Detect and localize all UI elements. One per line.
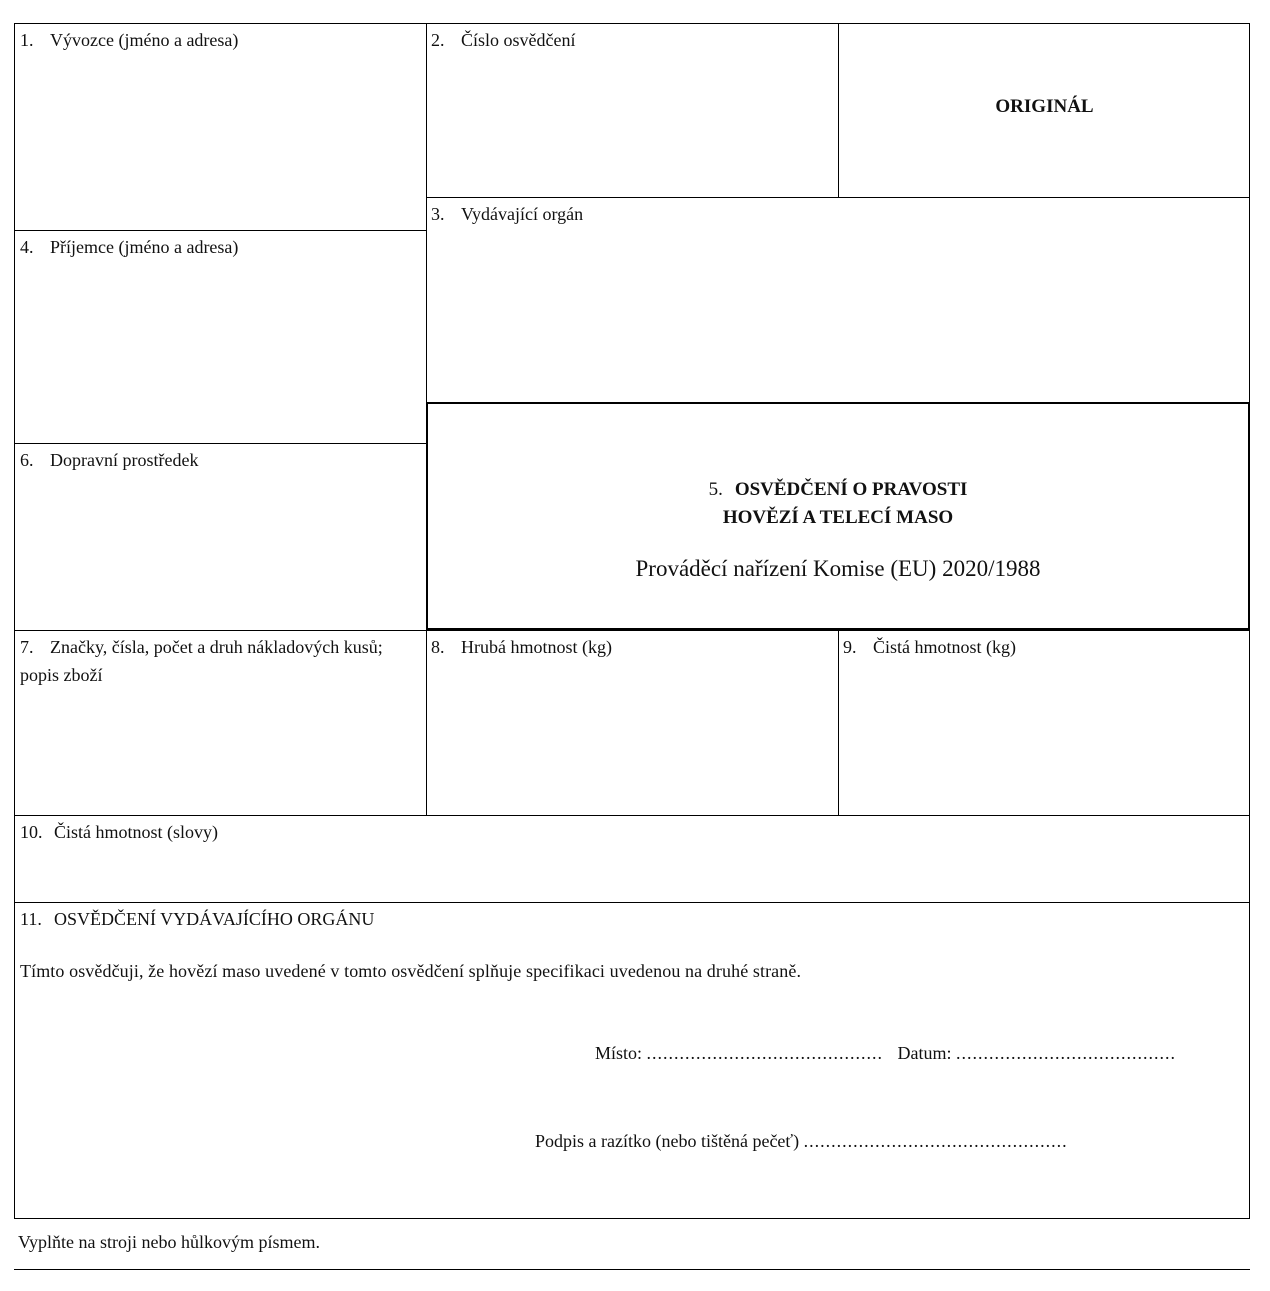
box-9-number: 9.	[843, 637, 857, 657]
date-label: Datum:	[897, 1043, 952, 1063]
box-7-marks-description[interactable]	[15, 630, 426, 815]
box-5-number: 5.	[708, 479, 723, 500]
box-6-number: 6.	[20, 450, 34, 470]
box-6-text: Dopravní prostředek	[50, 450, 199, 470]
box-9-text: Čistá hmotnost (kg)	[873, 637, 1016, 657]
original-title: ORIGINÁL	[995, 96, 1094, 117]
box-8-number: 8.	[431, 637, 445, 657]
signature-field[interactable]: ................................................	[803, 1131, 1068, 1151]
certification-statement: Tímto osvědčuji, že hovězí maso uvedené v tomto osvědčení splňuje specifikaci uvedenou na druhé straně.	[20, 961, 802, 981]
place-date-line	[595, 1043, 1176, 1064]
box-4-label	[20, 233, 238, 261]
date-field[interactable]: ........................................	[956, 1043, 1177, 1063]
place-field[interactable]: ...........................................	[646, 1043, 884, 1063]
box-6-transport[interactable]	[15, 443, 426, 630]
box-8-gross-weight[interactable]	[426, 630, 838, 815]
box-8-label	[431, 633, 612, 661]
box-8-text: Hrubá hmotnost (kg)	[461, 637, 612, 657]
box-9-net-weight[interactable]	[838, 630, 1250, 815]
box-3-number: 3.	[431, 204, 445, 224]
box-9-label	[843, 633, 1016, 661]
box-7-label	[20, 633, 420, 689]
box-4-text: Příjemce (jméno a adresa)	[50, 237, 239, 257]
box-4-consignee[interactable]	[15, 230, 426, 443]
box-7-number: 7.	[20, 637, 34, 657]
box-1-number: 1.	[20, 30, 34, 50]
box-10-text: Čistá hmotnost (slovy)	[54, 822, 219, 842]
box-2-certificate-number[interactable]	[426, 24, 838, 197]
original-box	[838, 24, 1250, 197]
box-7-text: Značky, čísla, počet a druh nákladových kusů; popis zboží	[20, 637, 383, 685]
certificate-form	[14, 23, 1250, 1219]
box-2-text: Číslo osvědčení	[461, 30, 576, 50]
box-5-title-line-2: HOVĚZÍ A TELECÍ MASO	[722, 507, 954, 528]
box-1-label	[20, 26, 238, 54]
box-1-exporter[interactable]	[15, 24, 426, 230]
signature-label: Podpis a razítko (nebo tištěná pečeť)	[535, 1131, 800, 1151]
box-5-certificate-title	[426, 402, 1250, 630]
place-label: Místo:	[595, 1043, 643, 1063]
box-10-number: 10.	[20, 822, 43, 842]
box-10-net-weight-words[interactable]	[15, 815, 1250, 902]
box-3-text: Vydávající orgán	[461, 204, 584, 224]
box-11-text: OSVĚDČENÍ VYDÁVAJÍCÍHO ORGÁNU	[54, 909, 375, 929]
box-1-text: Vývozce (jméno a adresa)	[50, 30, 239, 50]
box-5-title-line-1: OSVĚDČENÍ O PRAVOSTI	[734, 479, 968, 500]
box-2-label	[431, 26, 576, 54]
box-3-issuing-authority[interactable]	[426, 197, 1250, 402]
box-4-number: 4.	[20, 237, 34, 257]
box-11-number: 11.	[20, 909, 42, 929]
box-11-authority-certification	[15, 902, 1250, 1219]
box-2-number: 2.	[431, 30, 445, 50]
box-5-title	[428, 476, 1248, 532]
signature-line	[535, 1131, 1068, 1152]
box-5-regulation: Prováděcí nařízení Komise (EU) 2020/1988	[635, 556, 1041, 581]
footer-note: Vyplňte na stroji nebo hůlkovým písmem.	[18, 1232, 320, 1252]
box-6-label	[20, 446, 198, 474]
box-3-label	[431, 200, 583, 228]
box-11-label	[20, 905, 374, 933]
box-10-label	[20, 818, 218, 846]
footer-divider	[14, 1269, 1250, 1270]
